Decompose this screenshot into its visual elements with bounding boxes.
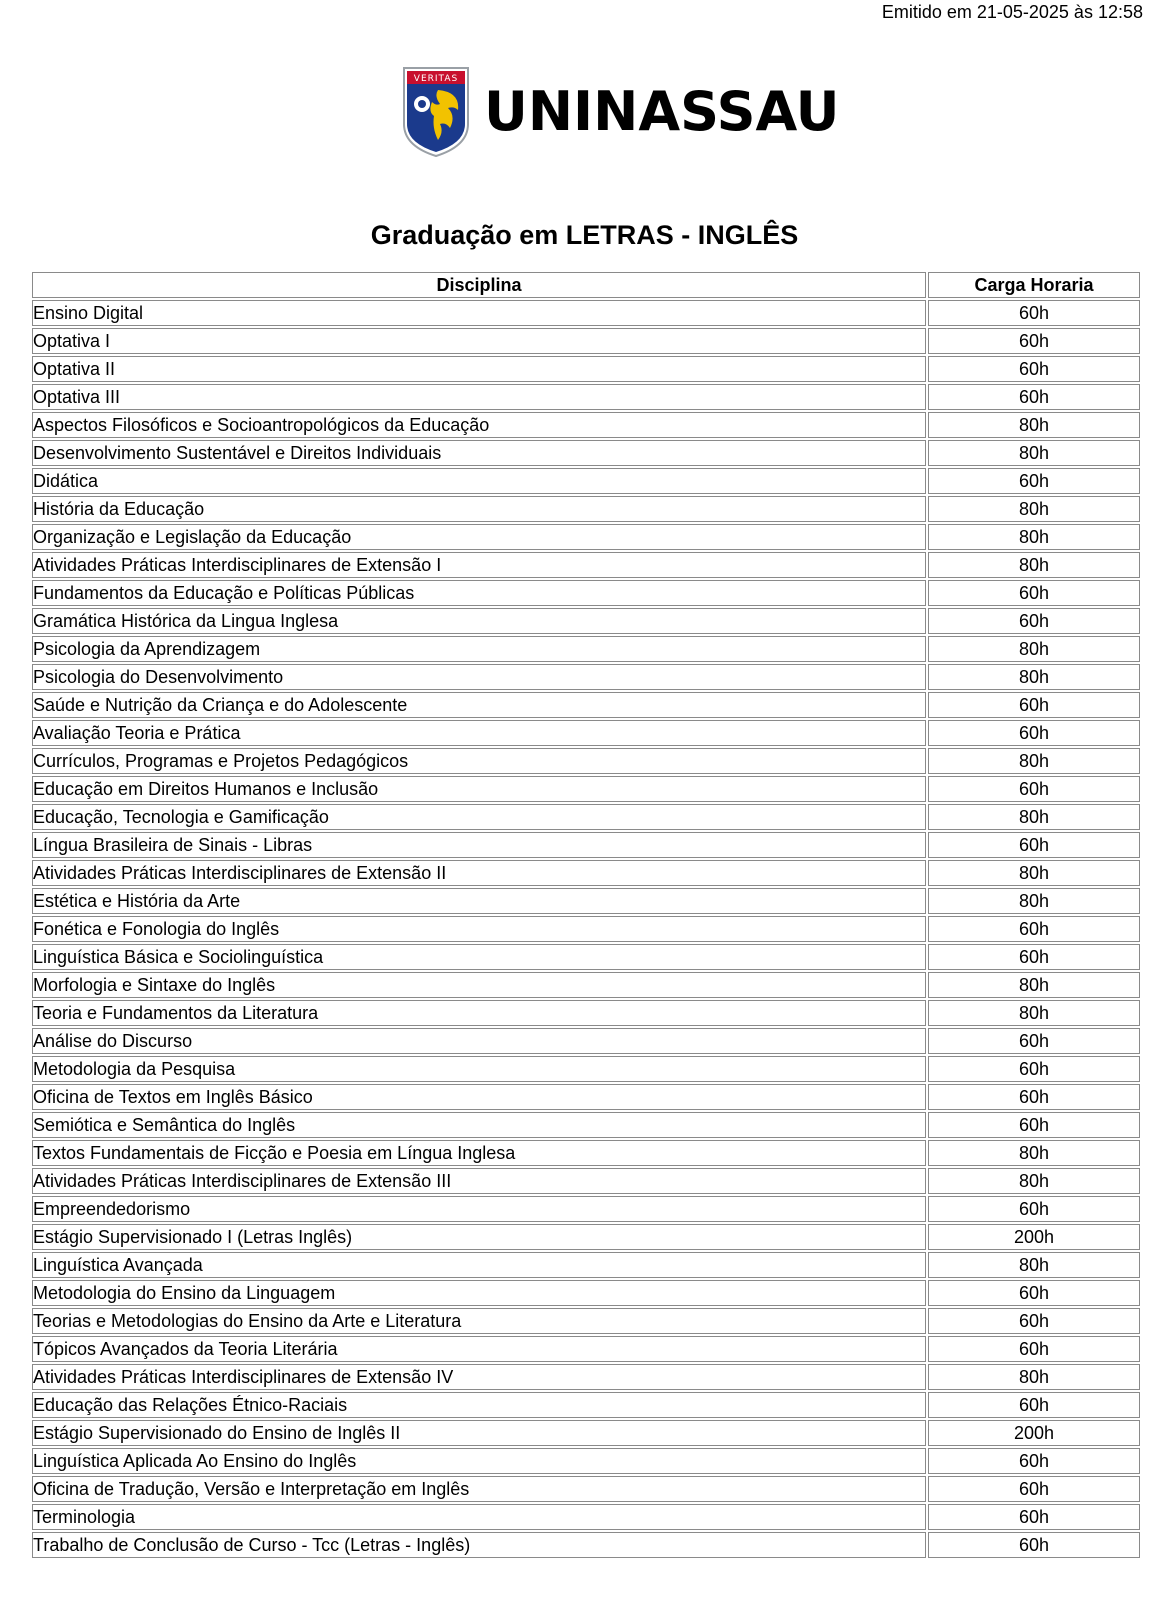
table-row [32,496,1140,522]
table-row [32,636,1140,662]
carga-horaria-cell: 60h [928,300,1140,326]
table-row [32,1308,1140,1334]
carga-horaria-cell: 60h [928,832,1140,858]
table-row [32,412,1140,438]
table-body [32,300,1140,1558]
disciplina-cell: Educação das Relações Étnico-Raciais [32,1392,926,1418]
table-row [32,328,1140,354]
disciplina-cell: Fundamentos da Educação e Políticas Públicas [32,580,926,606]
table-row [32,1196,1140,1222]
carga-horaria-cell: 80h [928,748,1140,774]
carga-horaria-cell: 80h [928,1364,1140,1390]
disciplina-cell: Teoria e Fundamentos da Literatura [32,1000,926,1026]
page-title: Graduação em LETRAS - INGLÊS [370,220,799,250]
table-row [32,888,1140,914]
carga-horaria-cell: 60h [928,1280,1140,1306]
disciplina-cell: História da Educação [32,496,926,522]
disciplina-cell: Teorias e Metodologias do Ensino da Arte e Literatura [32,1308,926,1334]
table-row [32,1280,1140,1306]
carga-horaria-cell: 60h [928,776,1140,802]
disciplina-cell: Atividades Práticas Interdisciplinares de Extensão I [32,552,926,578]
disciplina-cell: Estágio Supervisionado do Ensino de Inglês II [32,1420,926,1446]
carga-horaria-cell: 60h [928,1196,1140,1222]
disciplina-cell: Psicologia do Desenvolvimento [32,664,926,690]
disciplina-cell: Linguística Avançada [32,1252,926,1278]
table-row [32,580,1140,606]
carga-horaria-cell: 60h [928,1476,1140,1502]
table-row [32,1336,1140,1362]
disciplina-cell: Metodologia do Ensino da Linguagem [32,1280,926,1306]
table-row [32,1168,1140,1194]
table-row [32,916,1140,942]
disciplina-cell: Saúde e Nutrição da Criança e do Adolescente [32,692,926,718]
carga-horaria-cell: 60h [928,328,1140,354]
table-row [32,776,1140,802]
disciplina-cell: Optativa I [32,328,926,354]
disciplina-cell: Linguística Básica e Sociolinguística [32,944,926,970]
carga-horaria-cell: 60h [928,1336,1140,1362]
table-row [32,748,1140,774]
carga-horaria-cell: 60h [928,916,1140,942]
table-row [32,552,1140,578]
table-row [32,608,1140,634]
table-row [32,300,1140,326]
table-row [32,1000,1140,1026]
carga-horaria-cell: 60h [928,1532,1140,1558]
disciplina-cell: Educação em Direitos Humanos e Inclusão [32,776,926,802]
carga-horaria-cell: 80h [928,1168,1140,1194]
carga-horaria-cell: 60h [928,692,1140,718]
disciplina-cell: Educação, Tecnologia e Gamificação [32,804,926,830]
table-row [32,860,1140,886]
disciplina-cell: Didática [32,468,926,494]
carga-horaria-cell: 200h [928,1224,1140,1250]
table-row [32,1476,1140,1502]
carga-horaria-cell: 80h [928,804,1140,830]
disciplina-cell: Optativa II [32,356,926,382]
carga-horaria-cell: 80h [928,664,1140,690]
carga-horaria-cell: 80h [928,1140,1140,1166]
disciplina-cell: Desenvolvimento Sustentável e Direitos Individuais [32,440,926,466]
table-row [32,1056,1140,1082]
disciplina-cell: Atividades Práticas Interdisciplinares de Extensão III [32,1168,926,1194]
disciplina-cell: Estética e História da Arte [32,888,926,914]
carga-horaria-cell: 60h [928,384,1140,410]
disciplina-cell: Tópicos Avançados da Teoria Literária [32,1336,926,1362]
carga-horaria-cell: 60h [928,580,1140,606]
table-row [32,1224,1140,1250]
table-row [32,1504,1140,1530]
carga-horaria-cell: 60h [928,1028,1140,1054]
table-row [32,692,1140,718]
disciplina-cell: Optativa III [32,384,926,410]
carga-horaria-cell: 80h [928,972,1140,998]
disciplina-cell: Avaliação Teoria e Prática [32,720,926,746]
table-row [32,944,1140,970]
table-row [32,1252,1140,1278]
disciplina-cell: Morfologia e Sintaxe do Inglês [32,972,926,998]
carga-horaria-cell: 60h [928,1448,1140,1474]
disciplina-cell: Linguística Aplicada Ao Ensino do Inglês [32,1448,926,1474]
disciplina-cell: Aspectos Filosóficos e Socioantropológicos da Educação [32,412,926,438]
carga-horaria-cell: 80h [928,412,1140,438]
disciplina-cell: Textos Fundamentais de Ficção e Poesia em Língua Inglesa [32,1140,926,1166]
carga-horaria-cell: 60h [928,944,1140,970]
disciplina-cell: Oficina de Tradução, Versão e Interpretação em Inglês [32,1476,926,1502]
disciplina-cell: Terminologia [32,1504,926,1530]
disciplina-cell: Semiótica e Semântica do Inglês [32,1112,926,1138]
disciplina-cell: Psicologia da Aprendizagem [32,636,926,662]
carga-horaria-cell: 80h [928,440,1140,466]
carga-horaria-cell: 80h [928,636,1140,662]
table-row [32,1140,1140,1166]
table-row [32,1420,1140,1446]
table-row [32,720,1140,746]
disciplina-cell: Língua Brasileira de Sinais - Libras [32,832,926,858]
carga-horaria-cell: 60h [928,1112,1140,1138]
disciplina-cell: Trabalho de Conclusão de Curso - Tcc (Letras - Inglês) [32,1532,926,1558]
carga-horaria-cell: 80h [928,860,1140,886]
carga-horaria-cell: 200h [928,1420,1140,1446]
table-row [32,1532,1140,1558]
carga-horaria-cell: 60h [928,356,1140,382]
disciplina-cell: Organização e Legislação da Educação [32,524,926,550]
disciplina-cell: Estágio Supervisionado I (Letras Inglês) [32,1224,926,1250]
table-row [32,468,1140,494]
disciplina-cell: Gramática Histórica da Lingua Inglesa [32,608,926,634]
shield-text: VERITAS [413,74,459,84]
carga-horaria-cell: 60h [928,1504,1140,1530]
carga-horaria-cell: 60h [928,1392,1140,1418]
table-row [32,664,1140,690]
carga-horaria-cell: 80h [928,1000,1140,1026]
disciplina-cell: Currículos, Programas e Projetos Pedagógicos [32,748,926,774]
carga-horaria-cell: 80h [928,1252,1140,1278]
table-row [32,832,1140,858]
carga-horaria-cell: 60h [928,1308,1140,1334]
disciplina-cell: Ensino Digital [32,300,926,326]
carga-horaria-cell: 60h [928,1084,1140,1110]
table-row [32,1112,1140,1138]
disciplina-cell: Atividades Práticas Interdisciplinares de Extensão II [32,860,926,886]
table-row [32,1084,1140,1110]
carga-horaria-cell: 60h [928,608,1140,634]
carga-horaria-cell: 80h [928,524,1140,550]
table-row [32,1392,1140,1418]
uninassau-logo [402,66,839,158]
table-row [32,1448,1140,1474]
table-row [32,804,1140,830]
brand-name: UNINASSAU [484,80,840,143]
table-row [32,1028,1140,1054]
carga-horaria-cell: 80h [928,888,1140,914]
table-row [32,384,1140,410]
column-header-carga-horaria: Carga Horaria [928,272,1140,298]
disciplina-cell: Fonética e Fonologia do Inglês [32,916,926,942]
carga-horaria-cell: 60h [928,468,1140,494]
carga-horaria-cell: 80h [928,552,1140,578]
disciplina-cell: Metodologia da Pesquisa [32,1056,926,1082]
table-row [32,440,1140,466]
disciplina-cell: Empreendedorismo [32,1196,926,1222]
veritas-shield-icon [402,66,470,158]
carga-horaria-cell: 60h [928,720,1140,746]
carga-horaria-cell: 60h [928,1056,1140,1082]
table-row [32,972,1140,998]
table-row [32,524,1140,550]
emission-timestamp: Emitido em 21-05-2025 às 12:58 [881,2,1143,22]
table-header-row [32,272,1140,298]
disciplina-cell: Oficina de Textos em Inglês Básico [32,1084,926,1110]
table-row [32,1364,1140,1390]
column-header-disciplina: Disciplina [32,272,926,298]
carga-horaria-cell: 80h [928,496,1140,522]
table-row [32,356,1140,382]
disciplina-cell: Atividades Práticas Interdisciplinares de Extensão IV [32,1364,926,1390]
curriculum-table [30,270,1142,1560]
disciplina-cell: Análise do Discurso [32,1028,926,1054]
